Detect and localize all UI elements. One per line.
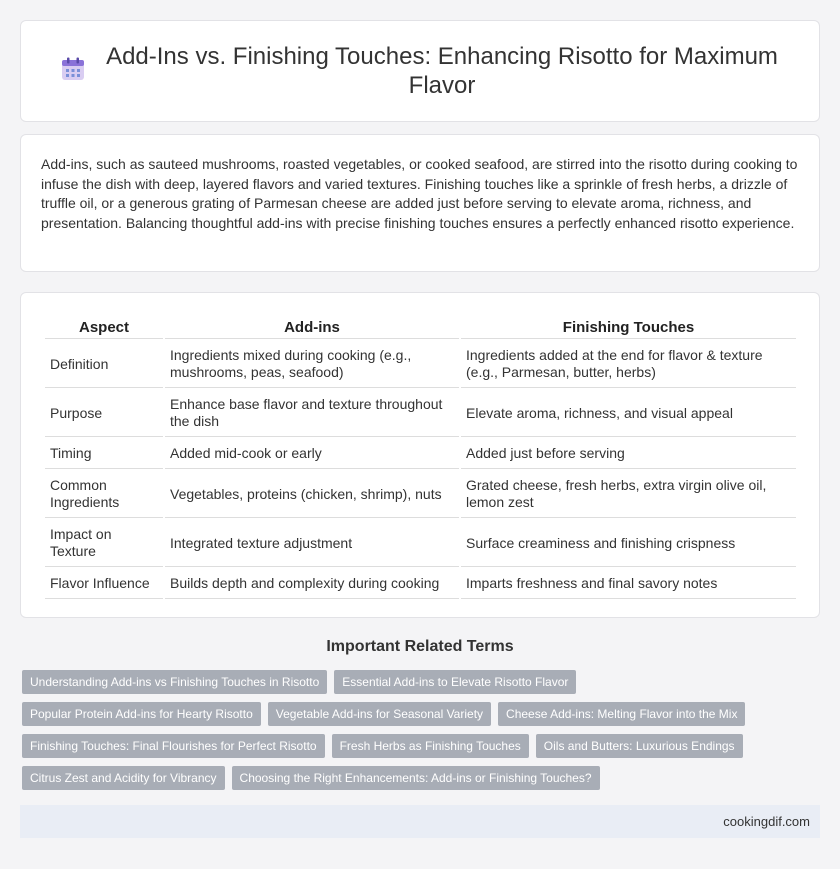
table-cell: Imparts freshness and final savory notes	[461, 569, 796, 599]
table-cell: Ingredients added at the end for flavor & texture (e.g., Parmesan, butter, herbs)	[461, 341, 796, 388]
table-cell: Integrated texture adjustment	[165, 520, 459, 567]
intro-paragraph: Add-ins, such as sauteed mushrooms, roasted vegetables, or cooked seafood, are stirred into the risotto during cooking to infuse the dish with deep, layered flavors and varied textures. Finishing touches like a sprinkle of fresh herbs, a drizzle of truffle oil, or a generous grating of Parmesan cheese are added just before serving to elevate aroma, richness, and presentation. Balancing thoughtful add-ins with precise finishing touches ensures a perfectly enhanced risotto experience.	[41, 156, 798, 231]
related-terms-tags	[22, 670, 822, 798]
table-cell: Builds depth and complexity during cooking	[165, 569, 459, 599]
related-term-tag[interactable]: Oils and Butters: Luxurious Endings	[536, 734, 743, 758]
table-cell: Added mid-cook or early	[165, 439, 459, 469]
title-card	[20, 20, 820, 122]
calendar-icon	[60, 56, 86, 82]
table-cell: Purpose	[45, 390, 163, 437]
footer-site-link[interactable]: cookingdif.com	[723, 814, 810, 829]
table-cell: Ingredients mixed during cooking (e.g., mushrooms, peas, seafood)	[165, 341, 459, 388]
table-cell: Vegetables, proteins (chicken, shrimp), nuts	[165, 471, 459, 518]
title-wrap	[60, 42, 780, 100]
related-terms-title: Important Related Terms	[326, 638, 514, 655]
related-term-tag[interactable]: Popular Protein Add-ins for Hearty Risotto	[22, 702, 261, 726]
table-row	[45, 341, 796, 388]
comparison-table-card	[20, 292, 820, 618]
related-term-tag[interactable]: Vegetable Add-ins for Seasonal Variety	[268, 702, 491, 726]
related-term-tag[interactable]: Citrus Zest and Acidity for Vibrancy	[22, 766, 225, 790]
table-row	[45, 471, 796, 518]
related-term-tag[interactable]: Understanding Add-ins vs Finishing Touches in Risotto	[22, 670, 327, 694]
related-term-tag[interactable]: Finishing Touches: Final Flourishes for Perfect Risotto	[22, 734, 325, 758]
table-row	[45, 520, 796, 567]
table-row	[45, 569, 796, 599]
table-cell: Flavor Influence	[45, 569, 163, 599]
related-term-tag[interactable]: Fresh Herbs as Finishing Touches	[332, 734, 529, 758]
page-title: Add-Ins vs. Finishing Touches: Enhancing Risotto for Maximum Flavor	[106, 43, 778, 99]
table-cell: Timing	[45, 439, 163, 469]
table-header-row	[45, 315, 796, 339]
related-term-tag[interactable]: Cheese Add-ins: Melting Flavor into the Mix	[498, 702, 745, 726]
intro-card	[20, 134, 820, 272]
related-term-tag[interactable]: Essential Add-ins to Elevate Risotto Flavor	[334, 670, 576, 694]
related-term-tag[interactable]: Choosing the Right Enhancements: Add-ins or Finishing Touches?	[232, 766, 600, 790]
table-cell: Impact on Texture	[45, 520, 163, 567]
table-cell: Added just before serving	[461, 439, 796, 469]
footer	[20, 805, 820, 838]
table-cell: Surface creaminess and finishing crispness	[461, 520, 796, 567]
header-add-ins: Add-ins	[165, 315, 459, 339]
table-cell: Enhance base flavor and texture throughout the dish	[165, 390, 459, 437]
table-cell: Grated cheese, fresh herbs, extra virgin olive oil, lemon zest	[461, 471, 796, 518]
table-row	[45, 390, 796, 437]
table-cell: Definition	[45, 341, 163, 388]
table-row	[45, 439, 796, 469]
comparison-table	[43, 313, 798, 601]
table-cell: Elevate aroma, richness, and visual appeal	[461, 390, 796, 437]
table-cell: Common Ingredients	[45, 471, 163, 518]
header-aspect: Aspect	[45, 315, 163, 339]
header-finishing-touches: Finishing Touches	[461, 315, 796, 339]
